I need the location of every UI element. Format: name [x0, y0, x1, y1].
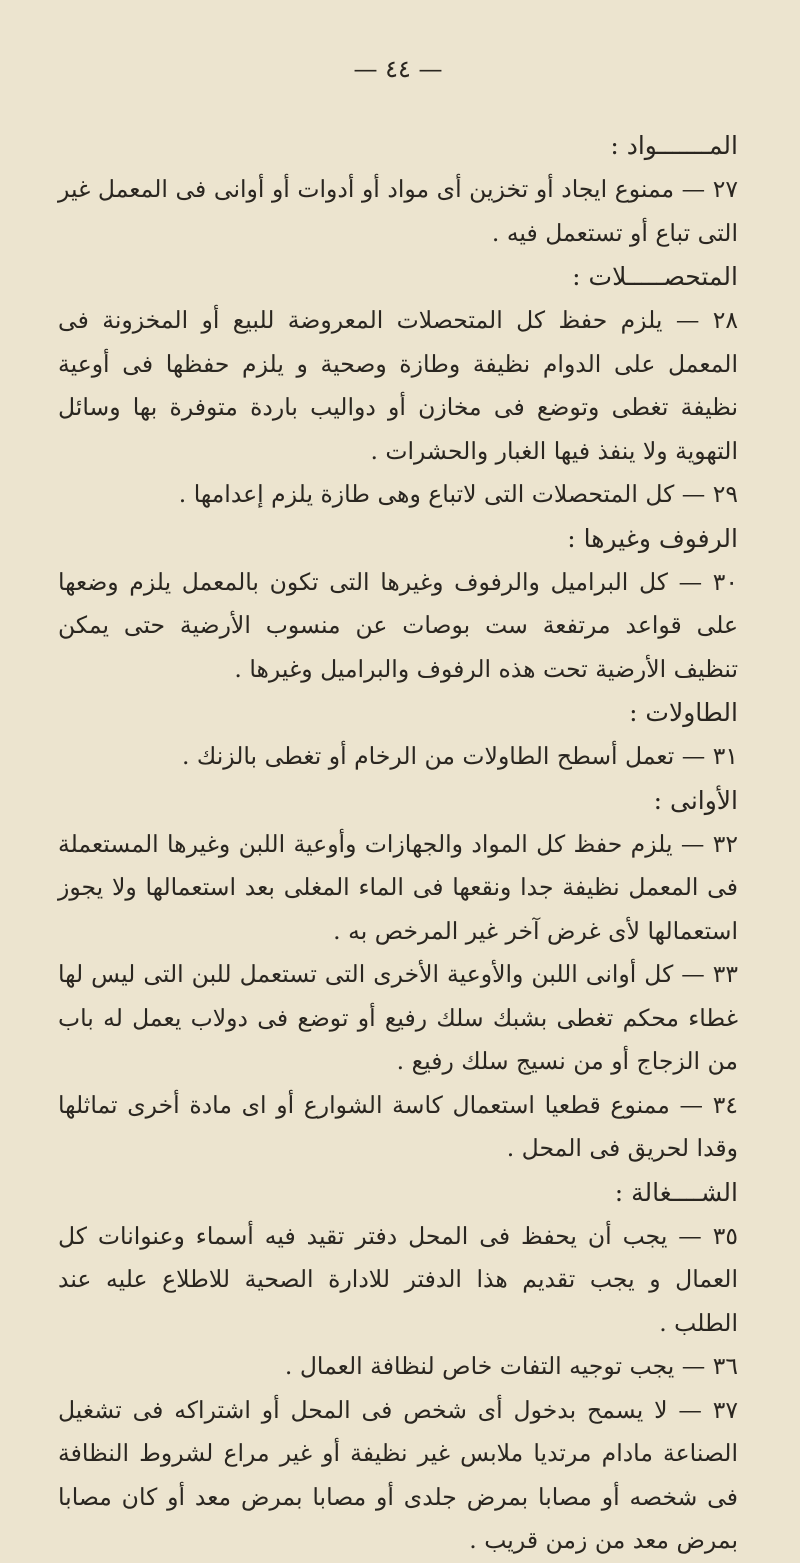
article-34: ٣٤ — ممنوع قطعيا استعمال كاسة الشوارع أو اى مادة أخرى تماثلها وقدا لحريق فى المحل .: [58, 1090, 738, 1162]
section-materials: [58, 124, 738, 255]
article-29: ٢٩ — كل المتحصلات التى لاتباع وهى طازة يلزم إعدامها .: [178, 480, 738, 508]
section-vessels: [58, 779, 738, 1171]
section-workers: [58, 1171, 738, 1563]
section-heading-products: المتحصـــــلات :: [572, 262, 738, 291]
article-31: ٣١ — تعمل أسطح الطاولات من الرخام أو تغطى بالزنك .: [181, 742, 738, 770]
section-tables: [58, 691, 738, 779]
article-37: ٣٧ — لا يسمح بدخول أى شخص فى المحل أو اشتراكه فى تشغيل الصناعة مادام مرتديا ملابس غير نظيفة أو غير مراع لشروط النظافة فى شخصه أو مصابا بمرض جلدى أو مصابا بمرض معد أو كان مصابا بمرض معد من زمن قريب .: [58, 1395, 738, 1554]
section-shelves: [58, 517, 738, 692]
section-heading-workers: الشــــغالة :: [614, 1177, 738, 1207]
section-products: [58, 255, 738, 517]
article-36: ٣٦ — يجب توجيه التفات خاص لنظافة العمال .: [284, 1352, 738, 1380]
document-body: [58, 124, 738, 1563]
section-heading-tables: الطاولات :: [629, 698, 738, 727]
section-heading-vessels: الأوانى :: [653, 785, 738, 815]
article-28: ٢٨ — يلزم حفظ كل المتحصلات المعروضة للبيع أو المخزونة فى المعمل على الدوام نظيفة وطازة وصحية و يلزم حفظها فى أوعية نظيفة تغطى وتوضع فى مخازن أو دواليب باردة متوفرة بها وسائل التهوية ولا ينفذ فيها الغبار والحشرات .: [58, 306, 738, 465]
section-heading-materials: المـــــــواد :: [610, 131, 738, 160]
section-heading-shelves: الرفوف وغيرها :: [567, 523, 738, 553]
article-33: ٣٣ — كل أوانى اللبن والأوعية الأخرى التى تستعمل للبن التى ليس لها غطاء محكم تغطى بشبك سلك رفيع أو توضع فى دولاب يعمل له باب من الزجاج أو من نسيج سلك رفيع .: [58, 960, 738, 1075]
article-27: ٢٧ — ممنوع ايجاد أو تخزين أى مواد أو أدوات أو أوانى فى المعمل غير التى تباع أو تستعمل فيه .: [58, 175, 738, 247]
article-35: ٣٥ — يجب أن يحفظ فى المحل دفتر تقيد فيه أسماء وعنوانات كل العمال و يجب تقديم هذا الدفتر للادارة الصحية للاطلاع عليه عند الطلب .: [58, 1221, 738, 1337]
article-30: ٣٠ — كل البراميل والرفوف وغيرها التى تكون بالمعمل يلزم وضعها على قواعد مرتفعة ست بوصات عن منسوب الأرضية حتى يمكن تنظيف الأرضية تحت هذه الرفوف والبراميل وغيرها .: [58, 567, 738, 683]
article-32: ٣٢ — يلزم حفظ كل المواد والجهازات وأوعية اللبن وغيرها المستعملة فى المعمل نظيفة جدا ونقعها فى الماء المغلى بعد استعمالها ولا يجوز استعمالها لأى غرض آخر غير المرخص به .: [58, 829, 738, 945]
page-number: — ٤٤ —: [353, 55, 443, 83]
